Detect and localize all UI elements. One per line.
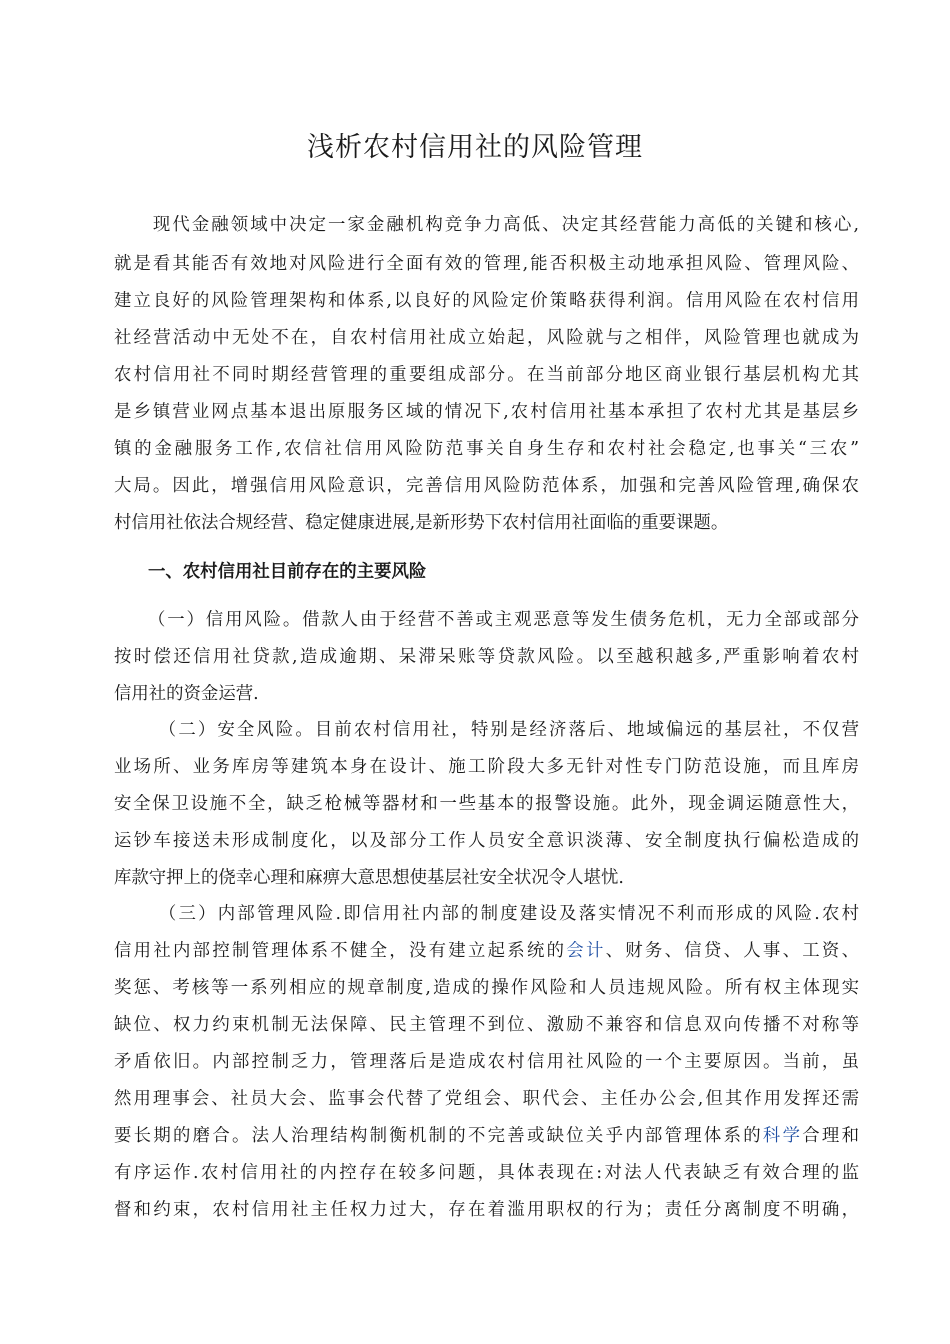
p3-line — [114, 1119, 859, 1153]
p2-line: （二）安全风险。目前农村信用社，特别是经济落后、地域偏远的基层社，不仅营 — [148, 720, 859, 740]
p3-text: 、财务、信贷、人事、工资、 — [605, 941, 859, 961]
document-title: 浅析农村信用社的风险管理 — [307, 132, 643, 163]
intro-line: 大局。因此，增强信用风险意识，完善信用风险防范体系，加强和完善风险管理,确保农 — [114, 476, 859, 496]
science-link[interactable]: 科学 — [762, 1126, 803, 1146]
section-heading: 一、农村信用社目前存在的主要风险 — [148, 562, 427, 582]
p3-line: 督和约束，农村信用社主任权力过大，存在着滥用职权的行为；责任分离制度不明确， — [114, 1200, 859, 1220]
p1-line: 信用社的资金运营. — [114, 684, 259, 704]
p3-line: 有序运作.农村信用社的内控存在较多问题，具体表现在:对法人代表缺乏有效合理的监 — [114, 1163, 859, 1183]
p3-line: 奖惩、考核等一系列相应的规章制度,造成的操作风险和人员违规风险。所有权主体现实 — [114, 978, 859, 998]
accounting-link[interactable]: 会计 — [566, 941, 606, 961]
p3-line — [114, 934, 859, 968]
p1-line: 按时偿还信用社贷款,造成逾期、呆滞呆账等贷款风险。以至越积越多,严重影响着农村 — [114, 647, 859, 667]
intro-line: 就是看其能否有效地对风险进行全面有效的管理,能否积极主动地承担风险、管理风险、 — [114, 254, 859, 274]
intro-line: 建立良好的风险管理架构和体系,以良好的风险定价策略获得利润。信用风险在农村信用 — [114, 291, 859, 311]
p1-line: （一）信用风险。借款人由于经营不善或主观恶意等发生债务危机，无力全部或部分 — [148, 610, 859, 630]
p3-line: 矛盾依旧。内部控制乏力，管理落后是造成农村信用社风险的一个主要原因。当前，虽 — [114, 1052, 859, 1072]
intro-line: 村信用社依法合规经营、稳定健康进展,是新形势下农村信用社面临的重要课题。 — [114, 513, 729, 533]
intro-line: 是乡镇营业网点基本退出原服务区域的情况下,农村信用社基本承担了农村尤其是基层乡 — [114, 402, 859, 422]
intro-line: 农村信用社不同时期经营管理的重要组成部分。在当前部分地区商业银行基层机构尤其 — [114, 365, 859, 385]
p2-line: 业场所、业务库房等建筑本身在设计、施工阶段大多无针对性专门防范设施，而且库房 — [114, 757, 859, 777]
p3-line: （三）内部管理风险.即信用社内部的制度建设及落实情况不利而形成的风险.农村 — [148, 904, 859, 924]
p3-text: 合理和 — [802, 1126, 859, 1146]
p2-line: 库款守押上的侥幸心理和麻痹大意思想使基层社安全状况令人堪忧. — [114, 868, 624, 888]
p3-text: 要长期的磨合。法人治理结构制衡机制的不完善或缺位关乎内部管理体系的 — [114, 1126, 763, 1146]
p3-line: 然用理事会、社员大会、监事会代替了党组会、职代会、主任办公会,但其作用发挥还需 — [114, 1089, 859, 1109]
intro-line: 现代金融领域中决定一家金融机构竞争力高低、决定其经营能力高低的关键和核心, — [114, 215, 859, 235]
p3-text: 信用社内部控制管理体系不健全，没有建立起系统的 — [114, 941, 567, 961]
p2-line: 安全保卫设施不全，缺乏枪械等器材和一些基本的报警设施。此外，现金调运随意性大， — [114, 794, 859, 814]
p2-line: 运钞车接送未形成制度化，以及部分工作人员安全意识淡薄、安全制度执行偏松造成的 — [114, 831, 859, 851]
intro-line: 社经营活动中无处不在，自农村信用社成立始起，风险就与之相伴，风险管理也就成为 — [114, 328, 859, 348]
p3-line: 缺位、权力约束机制无法保障、民主管理不到位、激励不兼容和信息双向传播不对称等 — [114, 1015, 859, 1035]
intro-line: 镇的金融服务工作,农信社信用风险防范事关自身生存和农村社会稳定,也事关“三农” — [114, 439, 859, 459]
